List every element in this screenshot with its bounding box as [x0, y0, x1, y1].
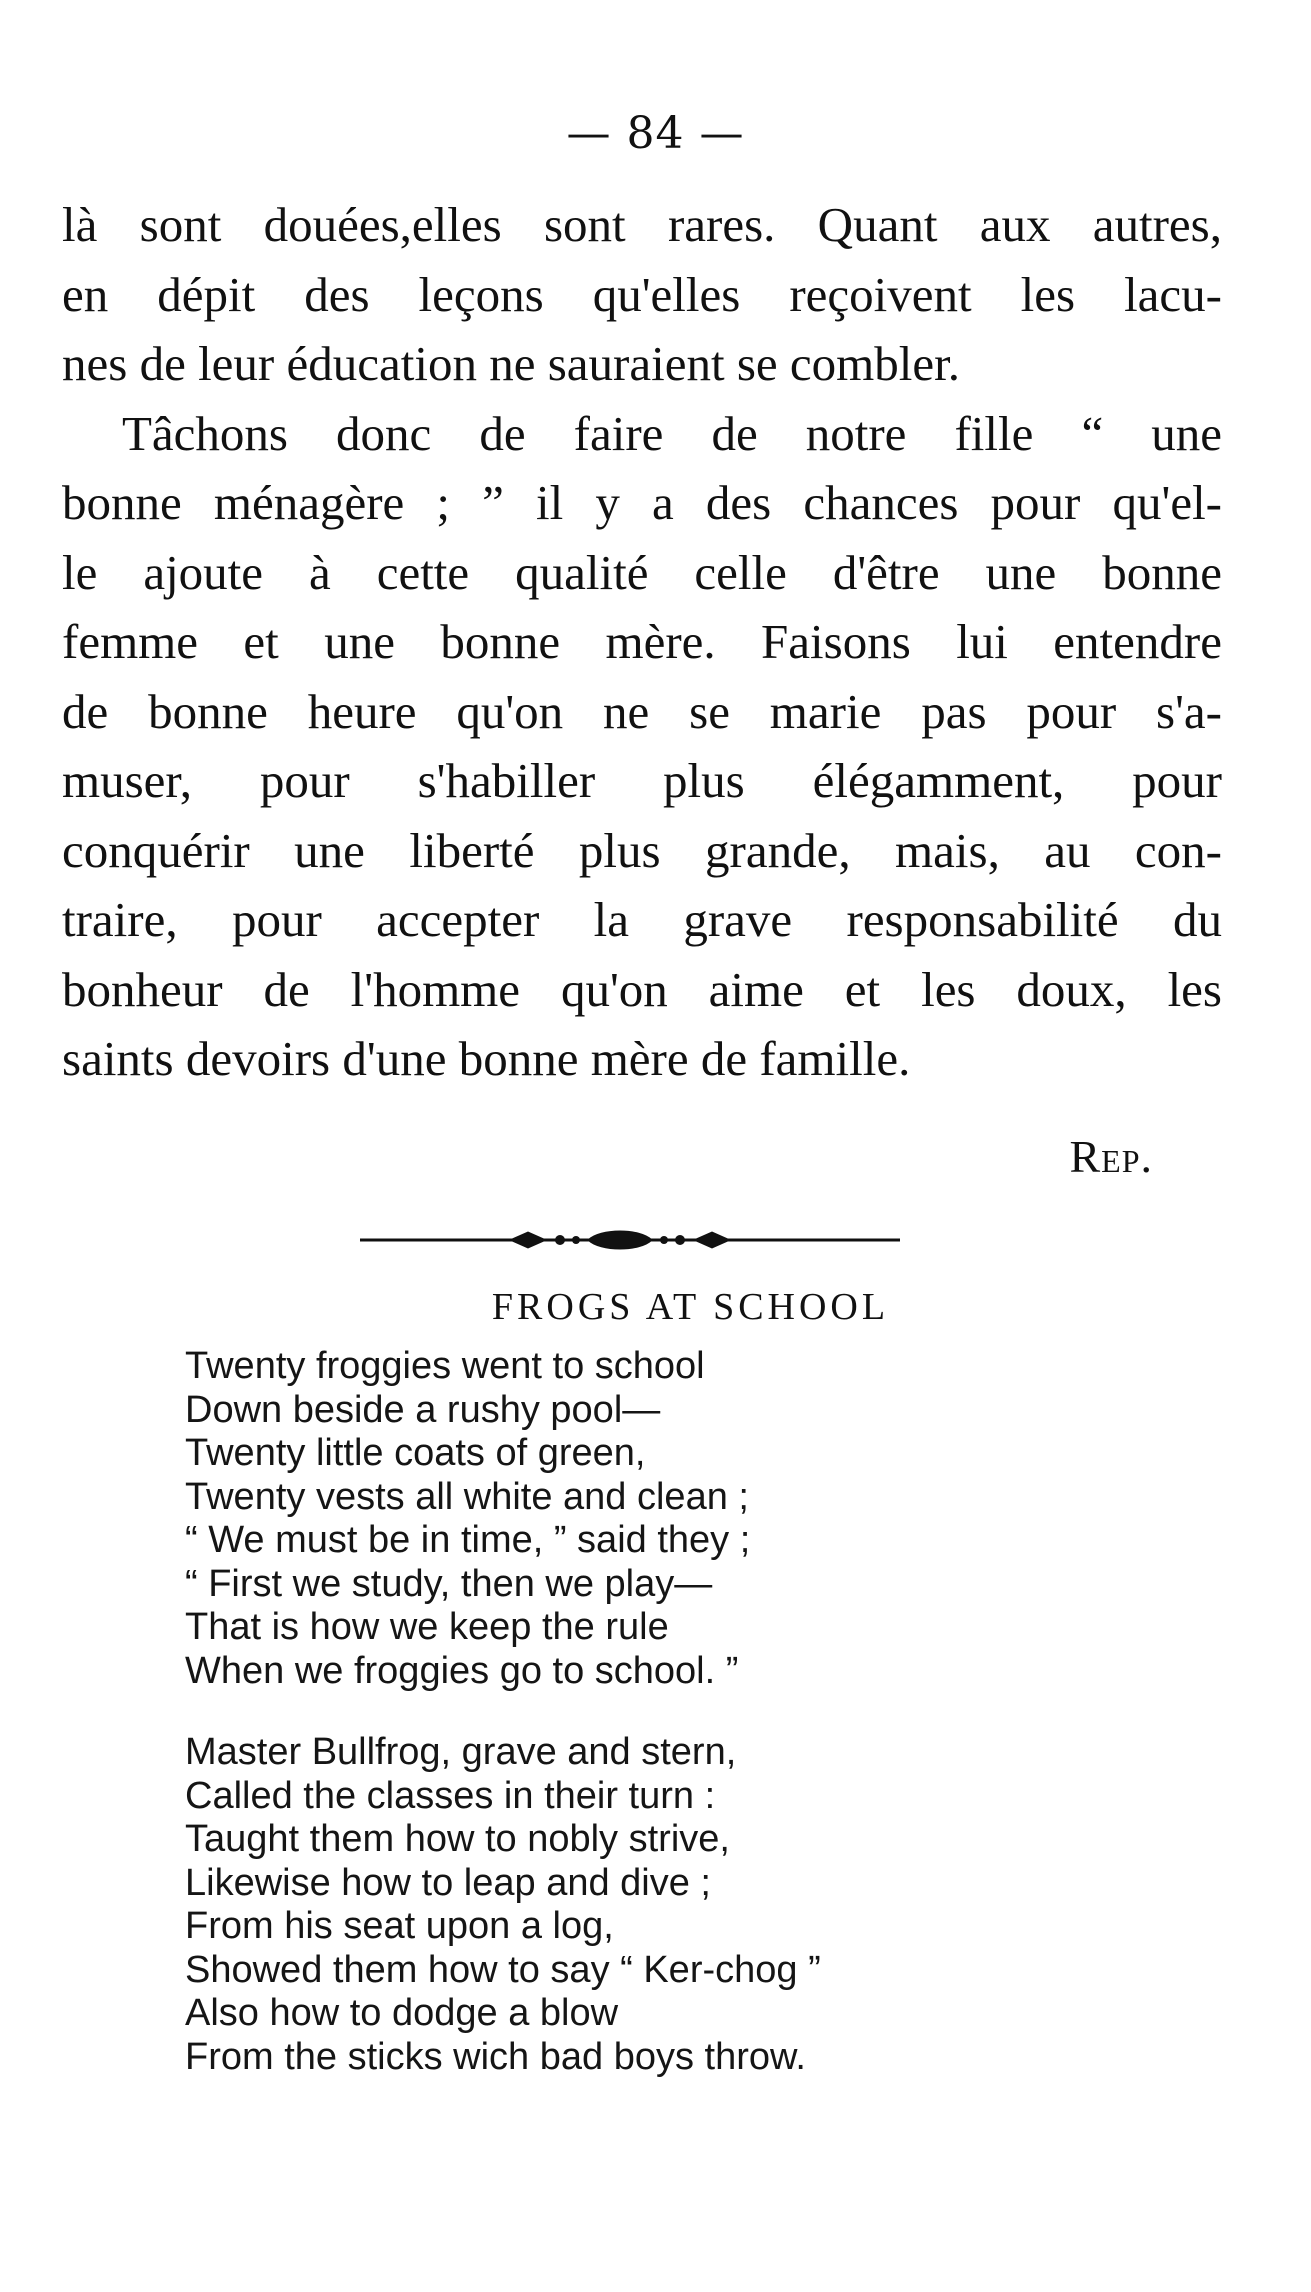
- article-line: femme et une bonne mère. Faisons lui entendre: [62, 614, 1222, 669]
- article-line: nes de leur éducation ne sauraient se combler.: [62, 336, 960, 391]
- author-signature: Rep.: [1069, 1131, 1153, 1182]
- poem-line: Master Bullfrog, grave and stern,: [185, 1731, 737, 1773]
- poem-line: Also how to dodge a blow: [185, 1992, 619, 2034]
- article-line: en dépit des leçons qu'elles reçoivent les lacu-: [62, 266, 1222, 322]
- poem-line: Down beside a rushy pool—: [185, 1388, 661, 1431]
- article-line: bonne ménagère ; ” il y a des chances pour qu'el-: [62, 475, 1222, 530]
- poem-line: Twenty little coats of green,: [185, 1432, 646, 1474]
- article-text: [62, 190, 1222, 1094]
- ornamental-divider: [360, 1220, 900, 1260]
- poem-line: Showed them how to say “ Ker-chog ”: [185, 1948, 821, 1991]
- poem-stanza: [185, 1731, 821, 2079]
- article-line: de bonne heure qu'on ne se marie pas pour s'a-: [62, 683, 1222, 739]
- poem-line: Called the classes in their turn :: [185, 1774, 716, 1817]
- poem-stanza: [185, 1345, 821, 1693]
- poem-line: Twenty froggies went to school: [185, 1345, 705, 1387]
- poem-line: “ First we study, then we play—: [185, 1562, 713, 1605]
- article-line: là sont douées,elles sont rares. Quant aux autres,: [62, 197, 1222, 252]
- article-line: muser, pour s'habiller plus élégamment, pour: [62, 753, 1222, 808]
- article-line: saints devoirs d'une bonne mère de famille.: [62, 1031, 911, 1086]
- article-line: le ajoute à cette qualité celle d'être une bonne: [62, 544, 1222, 600]
- poem-body: [185, 1345, 821, 2079]
- poem-line: That is how we keep the rule: [185, 1606, 669, 1648]
- article-line: conquérir une liberté plus grande, mais, au con-: [62, 822, 1222, 878]
- page-number: — 84 —: [566, 108, 745, 159]
- poem-line: Twenty vests all white and clean ;: [185, 1475, 749, 1518]
- poem-line: Taught them how to nobly strive,: [185, 1818, 730, 1860]
- article-line: bonheur de l'homme qu'on aime et les doux, les: [62, 961, 1222, 1017]
- poem-line: Likewise how to leap and dive ;: [185, 1861, 711, 1904]
- poem-line: From the sticks wich bad boys throw.: [185, 2035, 806, 2078]
- poem-title: FROGS AT SCHOOL: [491, 1286, 890, 1328]
- article-line: Tâchons donc de faire de notre fille “ une: [122, 405, 1222, 461]
- article-line: traire, pour accepter la grave responsabilité du: [62, 892, 1222, 947]
- poem-line: From his seat upon a log,: [185, 1905, 614, 1947]
- poem-line: When we froggies go to school. ”: [185, 1649, 739, 1692]
- poem-line: “ We must be in time, ” said they ;: [185, 1519, 751, 1561]
